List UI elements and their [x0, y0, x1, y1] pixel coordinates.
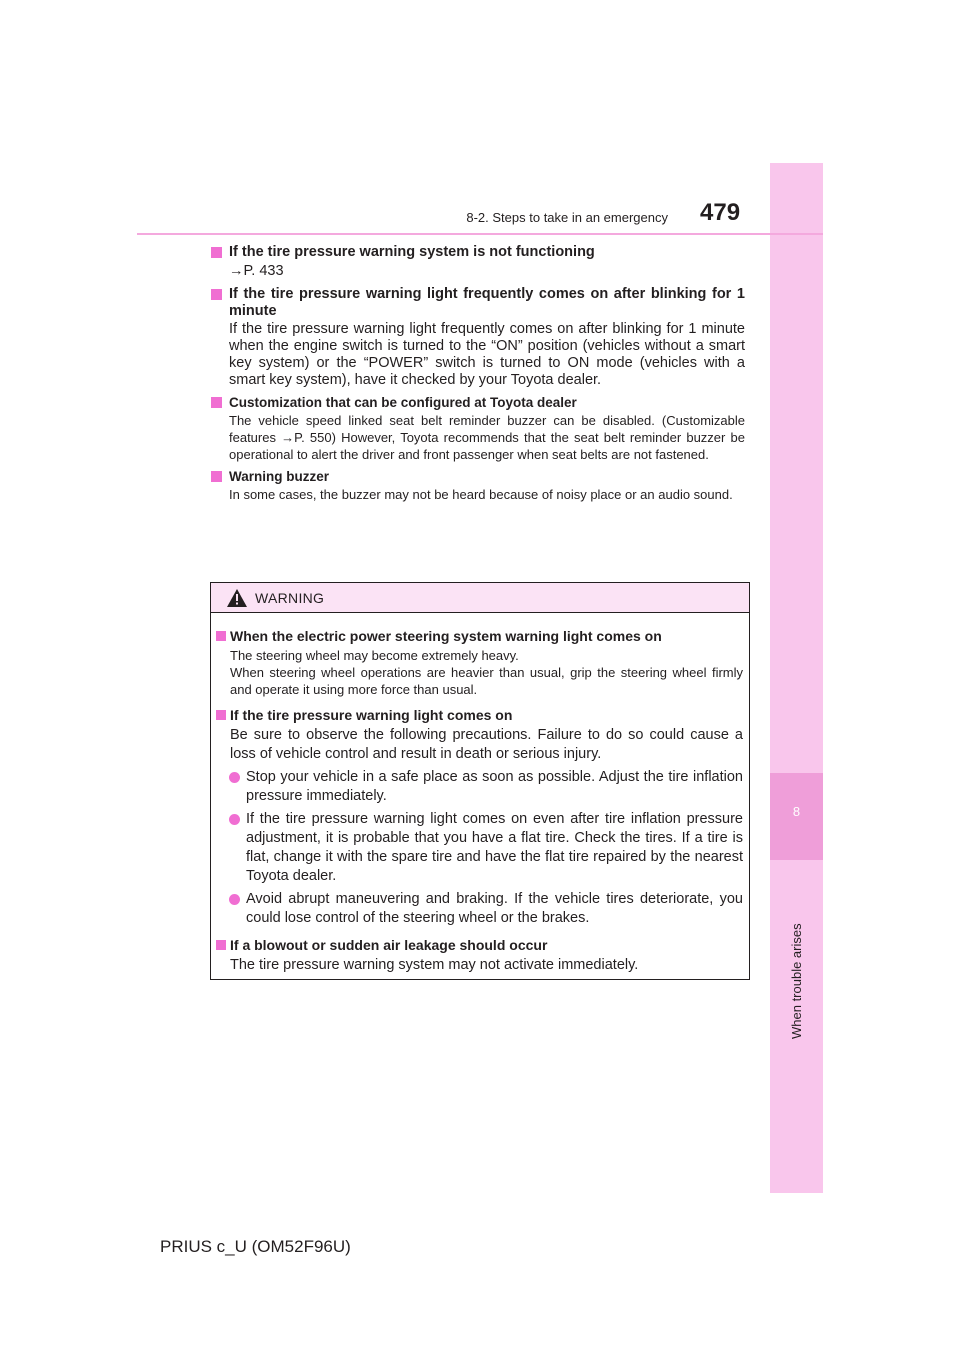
header-rule: [137, 233, 823, 235]
item-warning-light-blinking: [211, 286, 745, 389]
bullet-item: If the tire pressure warning light comes on even after tire inflation pressure adjustment, it is probable that you have a flat tire. Check the tires. If a tire is flat, change it with the spare tire and have the flat tire repaired by the nearest Toyota dealer.: [216, 810, 743, 886]
item-warning-buzzer: [211, 468, 745, 503]
round-bullet-icon: [229, 814, 240, 825]
item-title: Warning buzzer: [211, 468, 745, 485]
warning-item-title: If the tire pressure warning light comes on: [216, 706, 743, 724]
chapter-number: 8: [792, 804, 801, 819]
square-bullet-icon: [211, 289, 222, 300]
item-title: Customization that can be configured at Toyota dealer: [211, 394, 745, 411]
warning-item-body: The tire pressure warning system may not activate immediately.: [230, 957, 639, 973]
item-customization: [211, 394, 745, 463]
item-body: If the tire pressure warning light frequently comes on after blinking for 1 minute when the engine switch is turned to the “ON” position (vehicles without a smart key system) or the “POWER” switch is turned to ON mode (vehicles with a smart key system), have it checked by your Toyota dealer.: [229, 321, 745, 388]
item-title: If the tire pressure warning system is not functioning: [211, 244, 745, 261]
warning-item-blowout: [216, 936, 743, 975]
page-number: 479: [700, 199, 741, 226]
item-tpws-not-functioning: [211, 244, 745, 281]
square-bullet-icon: [211, 247, 222, 258]
chapter-number-block: [770, 773, 823, 860]
warning-item-title: If a blowout or sudden air leakage should occur: [216, 936, 743, 954]
square-bullet-icon: [211, 397, 222, 408]
section-title: 8-2. Steps to take in an emergency: [466, 210, 668, 225]
chapter-label: [789, 996, 804, 1039]
item-body: The vehicle speed linked seat belt reminder buzzer can be disabled. (Customizable features →P. 550) However, Toyota recommends that the seat belt reminder buzzer be operational to alert the driver and front passenger when seat belts are not fastened.: [229, 413, 745, 462]
warning-item-body: The steering wheel may become extremely heavy. When steering wheel operations are heavier than usual, grip the steering wheel firmly and operate it using more force than usual.: [230, 648, 743, 697]
main-content: [211, 244, 745, 508]
page-reference-link[interactable]: →P. 433: [229, 263, 284, 279]
round-bullet-icon: [229, 772, 240, 783]
square-bullet-icon: [216, 631, 226, 641]
warning-header: [211, 583, 749, 613]
round-bullet-icon: [229, 894, 240, 905]
square-bullet-icon: [216, 710, 226, 720]
warning-item-body: Be sure to observe the following precautions. Failure to do so could cause a loss of vehicle control and result in death or serious injury.: [230, 727, 743, 762]
warning-content: [211, 613, 749, 975]
warning-item-tire-pressure: [216, 706, 743, 928]
warning-heading: WARNING: [255, 590, 325, 606]
footer-model: PRIUS c_U (OM52F96U): [160, 1237, 351, 1256]
warning-item-eps: [216, 627, 743, 698]
warning-box: [210, 582, 750, 980]
warning-triangle-icon: [227, 589, 247, 607]
warning-item-title: When the electric power steering system warning light comes on: [216, 627, 743, 645]
square-bullet-icon: [216, 940, 226, 950]
bullet-item: Avoid abrupt maneuvering and braking. If the vehicle tires deteriorate, you could lose control of the steering wheel or the brakes.: [216, 890, 743, 928]
bullet-item: Stop your vehicle in a safe place as soon as possible. Adjust the tire inflation pressure immediately.: [216, 768, 743, 806]
item-title: If the tire pressure warning light frequently comes on after blinking for 1 minute: [211, 286, 745, 320]
item-body: In some cases, the buzzer may not be heard because of noisy place or an audio sound.: [229, 487, 733, 502]
square-bullet-icon: [211, 471, 222, 482]
